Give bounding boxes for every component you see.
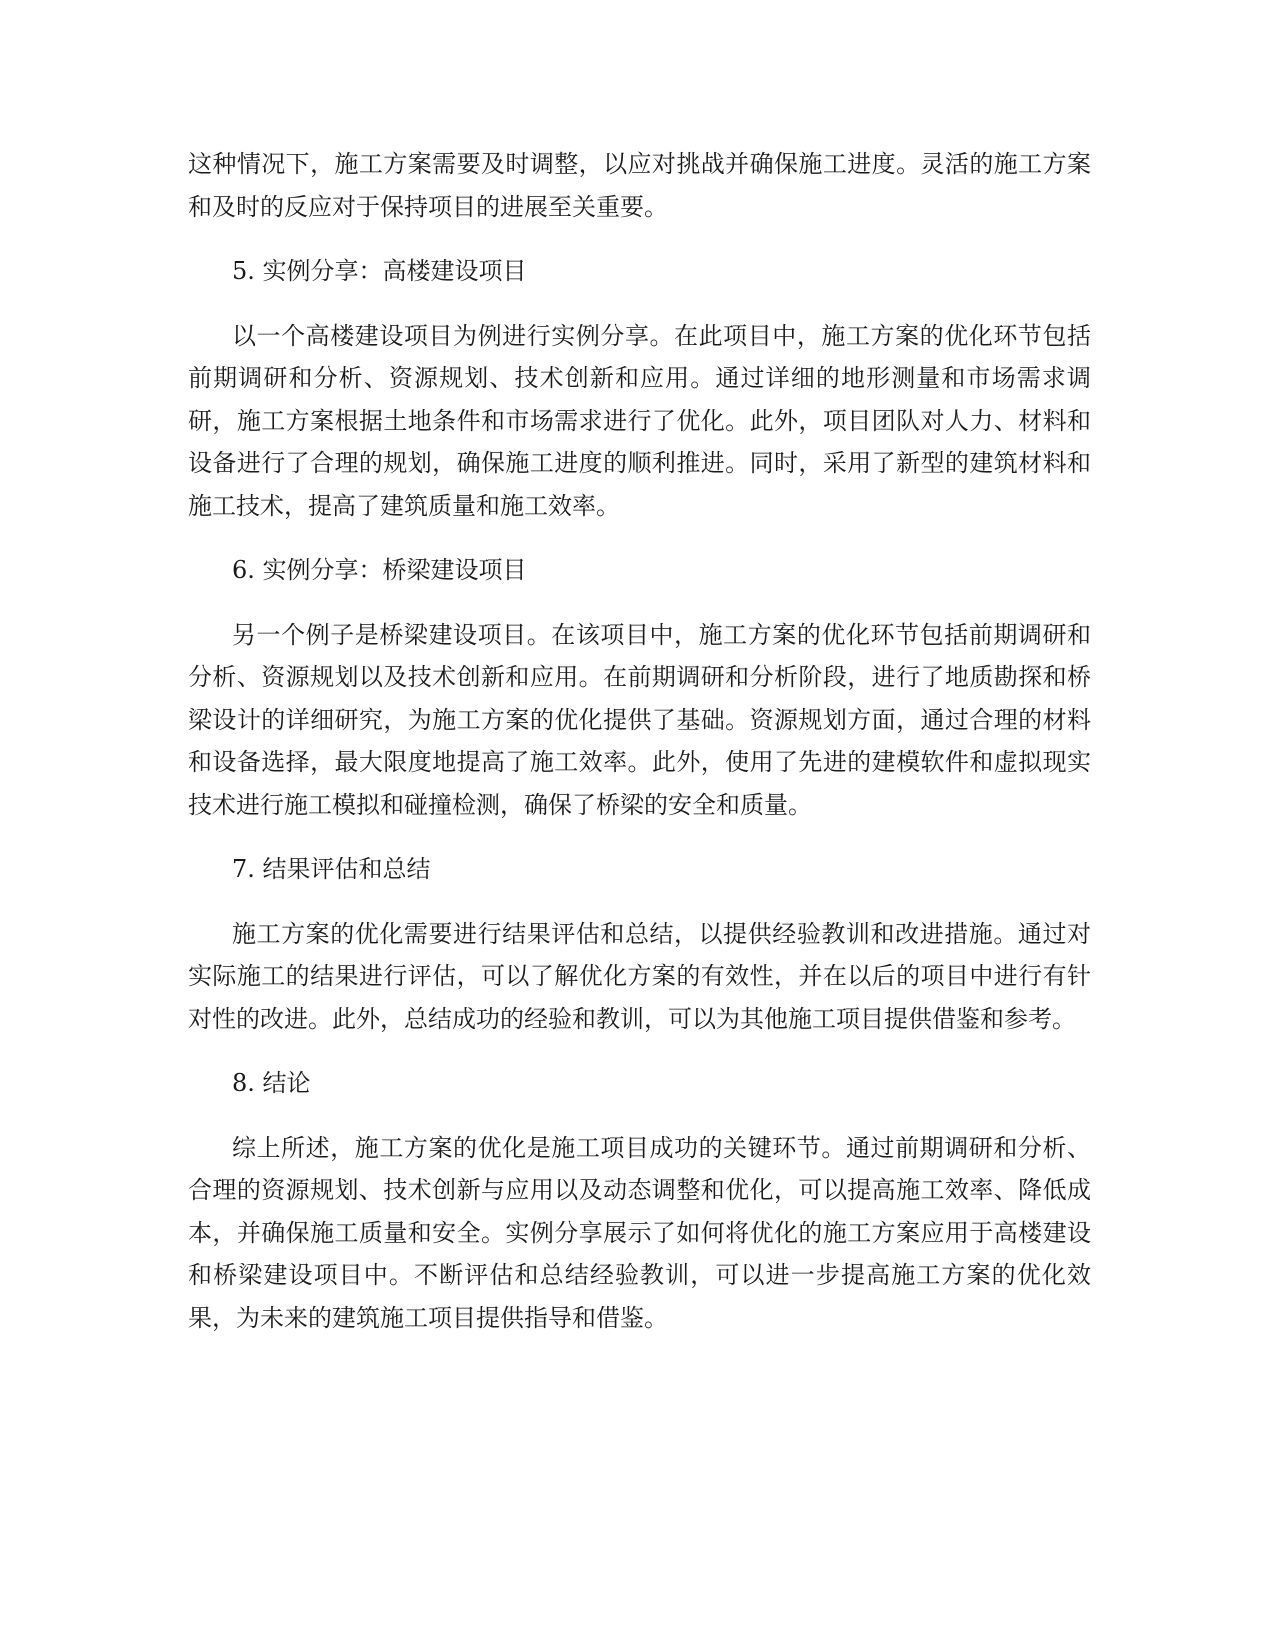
paragraph-continued: 这种情况下，施工方案需要及时调整，以应对挑战并确保施工进度。灵活的施工方案和及时的反应对于保持项目的进展至关重要。 <box>188 150 1091 221</box>
paragraph-conclusion: 综上所述，施工方案的优化是施工项目成功的关键环节。通过前期调研和分析、合理的资源规划、技术创新与应用以及动态调整和优化，可以提高施工效率、降低成本，并确保施工质量和安全。实例分享展示了如何将优化的施工方案应用于高楼建设和桥梁建设项目中。不断评估和总结经验教训，可以进一步提高施工方案的优化效果，为未来的建筑施工项目提供指导和借鉴。 <box>188 1133 1091 1332</box>
section-heading-8: 8. 结论 <box>232 1069 311 1097</box>
section-heading-7: 7. 结果评估和总结 <box>232 855 431 883</box>
document-body <box>188 143 1091 1361</box>
paragraph-bridge-example: 另一个例子是桥梁建设项目。在该项目中，施工方案的优化环节包括前期调研和分析、资源规划以及技术创新和应用。在前期调研和分析阶段，进行了地质勘探和桥梁设计的详细研究，为施工方案的优化提供了基础。资源规划方面，通过合理的材料和设备选择，最大限度地提高了施工效率。此外，使用了先进的建模软件和虚拟现实技术进行施工模拟和碰撞检测，确保了桥梁的安全和质量。 <box>188 620 1091 819</box>
paragraph-evaluation: 施工方案的优化需要进行结果评估和总结，以提供经验教训和改进措施。通过对实际施工的结果进行评估，可以了解优化方案的有效性，并在以后的项目中进行有针对性的改进。此外，总结成功的经验和教训，可以为其他施工项目提供借鉴和参考。 <box>188 919 1091 1033</box>
section-heading-6: 6. 实例分享：桥梁建设项目 <box>232 556 527 584</box>
section-heading-5: 5. 实例分享：高楼建设项目 <box>232 257 527 285</box>
paragraph-high-rise-example: 以一个高楼建设项目为例进行实例分享。在此项目中，施工方案的优化环节包括前期调研和分析、资源规划、技术创新和应用。通过详细的地形测量和市场需求调研，施工方案根据土地条件和市场需求进行了优化。此外，项目团队对人力、材料和设备进行了合理的规划，确保施工进度的顺利推进。同时，采用了新型的建筑材料和施工技术，提高了建筑质量和施工效率。 <box>188 321 1091 520</box>
